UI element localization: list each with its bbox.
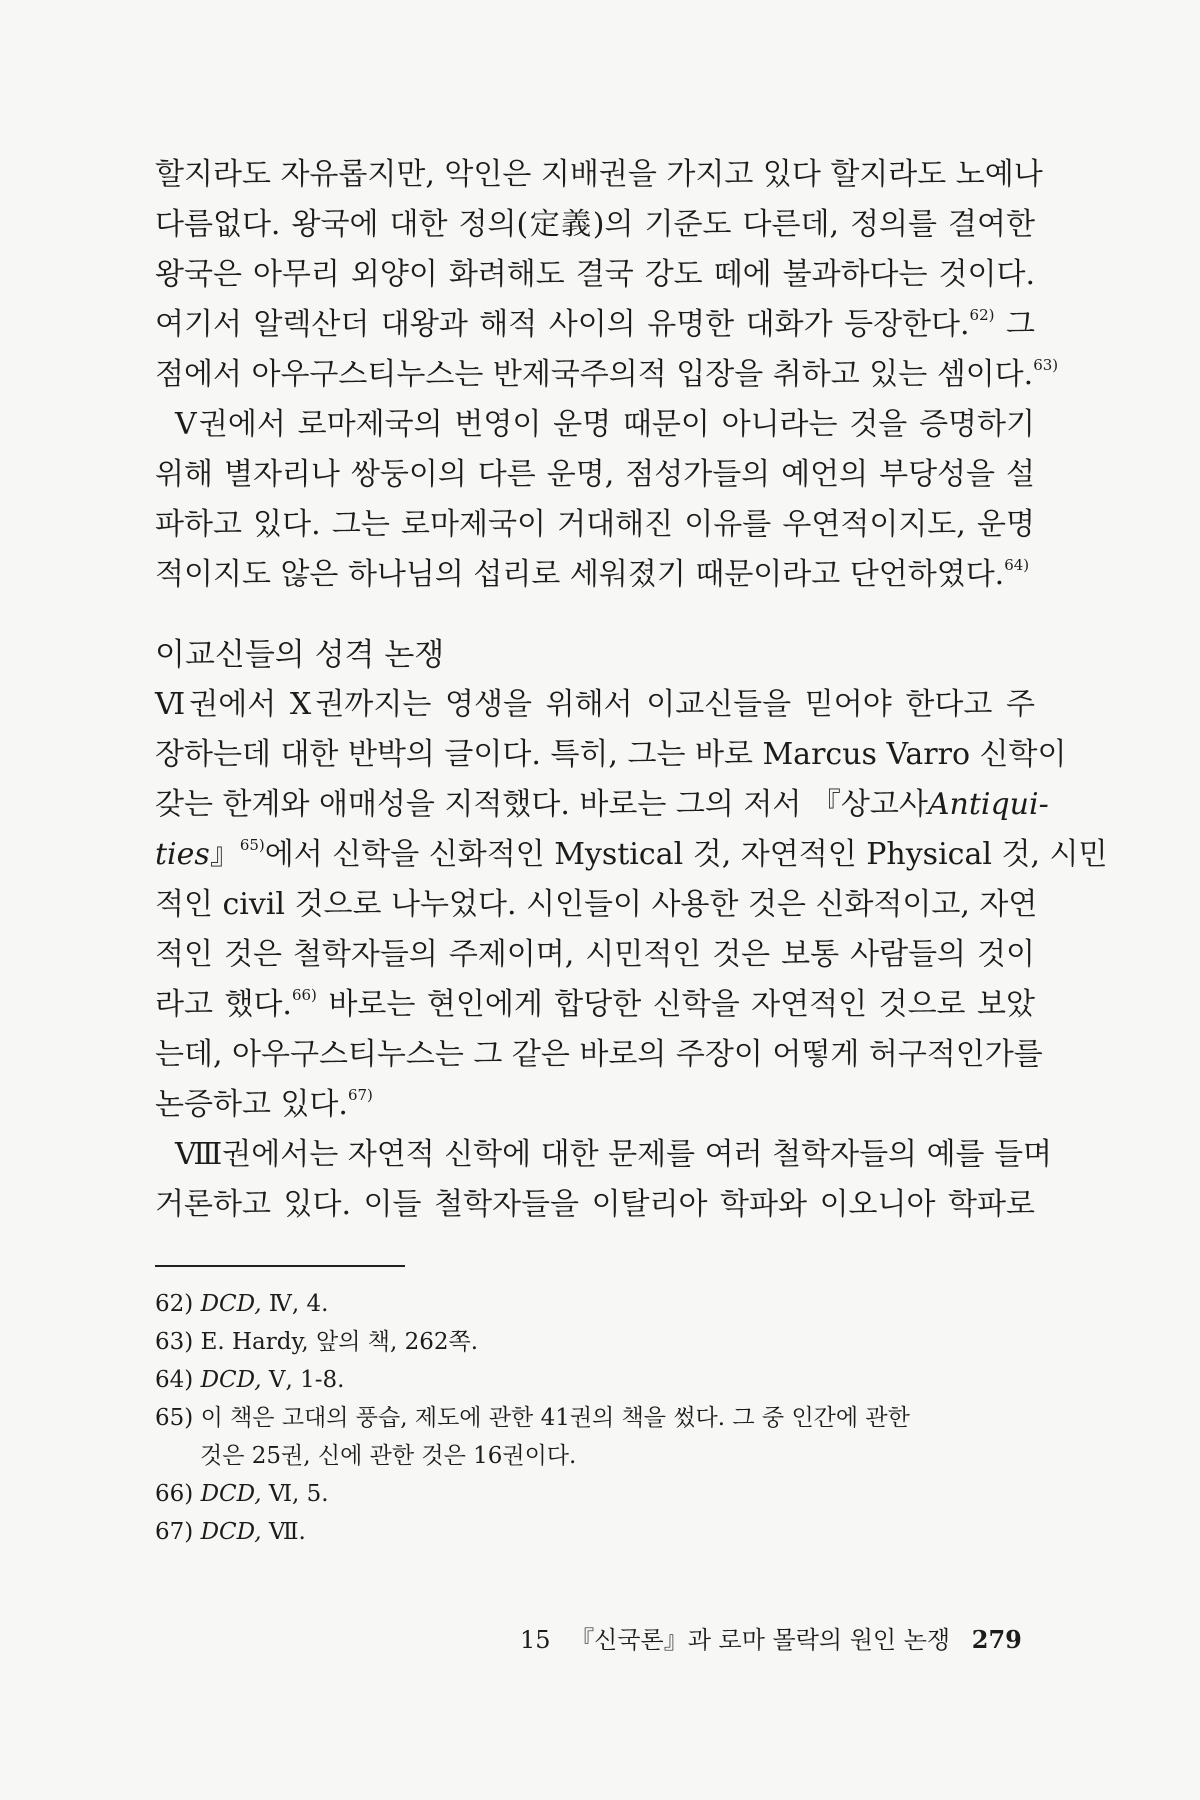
body-line: Ⅷ권에서는 자연적 신학에 대한 문제를 여러 철학자들의 예를 들며 bbox=[175, 1137, 1053, 1172]
footnote-ref[interactable]: 67) bbox=[347, 1086, 373, 1104]
footnote-number: 65) bbox=[155, 1405, 194, 1431]
footnote-ref[interactable]: 62) bbox=[969, 306, 995, 324]
body-text-span: 여기서 알렉산더 대왕과 해적 사이의 유명한 대화가 등장한다. bbox=[155, 307, 970, 342]
footnote-number: 62) bbox=[155, 1291, 194, 1317]
running-footer bbox=[520, 1620, 1040, 1655]
footnote-number: 66) bbox=[155, 1481, 194, 1507]
footnote-text: Ⅵ, 5. bbox=[268, 1481, 329, 1507]
footnote-63 bbox=[155, 1323, 1035, 1361]
title-bracket: 』 bbox=[209, 837, 240, 872]
footnote-number: 67) bbox=[155, 1519, 194, 1545]
body-text-span: 적이지도 않은 하나님의 섭리로 세워졌기 때문이라고 단언하였다. bbox=[155, 557, 1005, 592]
body-line: 는데, 아우구스티누스는 그 같은 바로의 주장이 어떻게 허구적인가를 bbox=[155, 1037, 1043, 1072]
footnote-source: DCD, bbox=[200, 1519, 262, 1545]
body-line: 장하는데 대한 반박의 글이다. 특히, 그는 바로 Marcus Varro 신학이 bbox=[155, 737, 1067, 772]
chapter-title: 『신국론』과 로마 몰락의 원인 논쟁 bbox=[570, 1626, 951, 1654]
book-title-italic: Antiqui- bbox=[927, 787, 1049, 822]
book-title-italic: ties bbox=[155, 837, 210, 872]
footnote-62 bbox=[155, 1285, 1035, 1323]
body-text-span: 그 bbox=[1006, 307, 1035, 342]
page-number: 279 bbox=[971, 1625, 1022, 1654]
footnote-64 bbox=[155, 1361, 1035, 1399]
section-heading: 이교신들의 성격 논쟁 bbox=[155, 637, 445, 673]
footnote-source: DCD, bbox=[200, 1481, 262, 1507]
body-text-span: 라고 했다. bbox=[155, 987, 292, 1022]
footnote-ref[interactable]: 66) bbox=[291, 986, 317, 1004]
footnote-66 bbox=[155, 1475, 1035, 1513]
body-line: 할지라도 자유롭지만, 악인은 지배권을 가지고 있다 할지라도 노예나 bbox=[155, 157, 1043, 192]
body-text-span: 에서 신학을 신화적인 Mystical 것, 자연적인 Physical 것, 시민 bbox=[264, 837, 1108, 872]
body-text bbox=[155, 150, 1108, 1230]
body-line: 다름없다. 왕국에 대한 정의(定義)의 기준도 다른데, 정의를 결여한 bbox=[155, 207, 1035, 242]
body-text-span: 점에서 아우구스티누스는 반제국주의적 입장을 취하고 있는 셈이다. bbox=[155, 357, 1034, 392]
footnotes bbox=[155, 1285, 1035, 1551]
body-line: 왕국은 아무리 외양이 화려해도 결국 강도 떼에 불과하다는 것이다. bbox=[155, 257, 1035, 292]
body-line: 거론하고 있다. 이들 철학자들을 이탈리아 학파와 이오니아 학파로 bbox=[155, 1187, 1035, 1222]
footnote-ref[interactable]: 63) bbox=[1033, 356, 1059, 374]
footnote-number: 63) bbox=[155, 1329, 194, 1355]
footnote-divider bbox=[155, 1265, 405, 1267]
body-text-span: 바로는 현인에게 합당한 신학을 자연적인 것으로 보았 bbox=[328, 987, 1036, 1022]
body-line bbox=[155, 550, 1035, 600]
body-line: 적인 것은 철학자들의 주제이며, 시민적인 것은 보통 사람들의 것이 bbox=[155, 937, 1035, 972]
body-text-span: 논증하고 있다. bbox=[155, 1087, 348, 1122]
body-line: 위해 별자리나 쌍둥이의 다른 운명, 점성가들의 예언의 부당성을 설 bbox=[155, 457, 1035, 492]
body-line: 파하고 있다. 그는 로마제국이 거대해진 이유를 우연적이지도, 운명 bbox=[155, 507, 1035, 542]
footnote-text: Ⅳ, 4. bbox=[268, 1291, 329, 1317]
footnote-source: DCD, bbox=[200, 1367, 262, 1393]
body-line bbox=[155, 1080, 1035, 1130]
body-line bbox=[155, 830, 1108, 880]
footnote-text: E. Hardy, 앞의 책, 262쪽. bbox=[200, 1329, 479, 1355]
footnote-67 bbox=[155, 1513, 1035, 1551]
body-line bbox=[155, 350, 1059, 400]
body-line: 적인 civil 것으로 나누었다. 시인들이 사용한 것은 신화적이고, 자연 bbox=[155, 887, 1038, 922]
footnote-text: 이 책은 고대의 풍습, 제도에 관한 41권의 책을 썼다. 그 중 인간에 관한 bbox=[200, 1405, 910, 1431]
body-line bbox=[155, 780, 1049, 830]
footnote-source: DCD, bbox=[200, 1291, 262, 1317]
footnote-ref[interactable]: 64) bbox=[1004, 556, 1030, 574]
body-line: Ⅵ권에서 Ⅹ권까지는 영생을 위해서 이교신들을 믿어야 한다고 주 bbox=[155, 687, 1035, 722]
body-line: Ⅴ권에서 로마제국의 번영이 운명 때문이 아니라는 것을 증명하기 bbox=[175, 407, 1035, 442]
body-line bbox=[155, 980, 1035, 1030]
footnote-65 bbox=[155, 1399, 1035, 1437]
footnote-text: Ⅶ. bbox=[268, 1519, 306, 1545]
chapter-number: 15 bbox=[520, 1626, 551, 1654]
body-line bbox=[155, 300, 1035, 350]
footnote-65-continued: 것은 25권, 신에 관한 것은 16권이다. bbox=[200, 1443, 577, 1469]
footnote-ref[interactable]: 65) bbox=[239, 836, 265, 854]
footnote-text: Ⅴ, 1-8. bbox=[268, 1367, 345, 1393]
footnote-number: 64) bbox=[155, 1367, 194, 1393]
body-text-span: 갖는 한계와 애매성을 지적했다. 바로는 그의 저서 『상고사 bbox=[155, 787, 928, 822]
